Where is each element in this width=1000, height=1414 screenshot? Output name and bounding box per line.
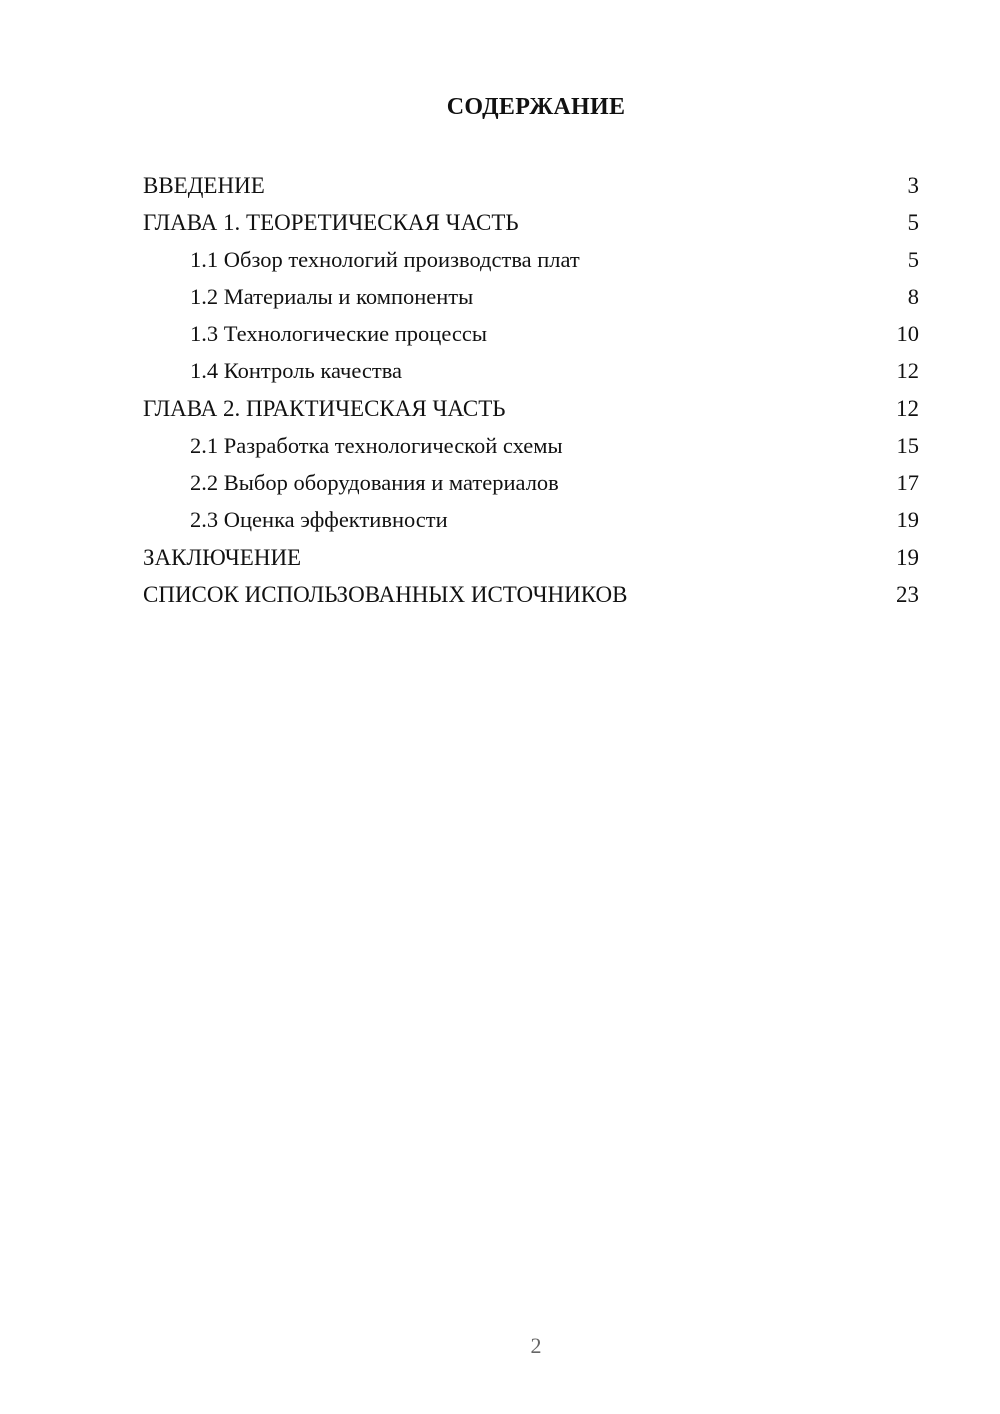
toc-item-page: 5 [907, 246, 919, 272]
table-of-contents [143, 167, 919, 613]
toc-item-page: 8 [907, 283, 919, 309]
toc-item-section-1-4[interactable] [143, 353, 919, 390]
toc-item-section-1-2[interactable] [143, 279, 919, 316]
toc-item-section-1-3[interactable] [143, 316, 919, 353]
toc-item-page: 12 [896, 396, 919, 422]
toc-item-label: СПИСОК ИСПОЛЬЗОВАННЫХ ИСТОЧНИКОВ [143, 582, 628, 608]
toc-item-label: ВВЕДЕНИЕ [143, 173, 265, 199]
toc-item-page: 10 [896, 321, 919, 347]
toc-item-label: 1.2 Материалы и компоненты [190, 283, 474, 309]
toc-item-references[interactable] [143, 576, 919, 613]
toc-item-label: 1.1 Обзор технологий производства плат [190, 246, 580, 272]
toc-item-chapter-1[interactable] [143, 204, 919, 241]
toc-item-page: 23 [896, 582, 919, 608]
toc-item-conclusion[interactable] [143, 539, 919, 576]
toc-item-page: 17 [896, 469, 919, 495]
toc-item-label: ГЛАВА 2. ПРАКТИЧЕСКАЯ ЧАСТЬ [143, 396, 506, 422]
toc-item-introduction[interactable] [143, 167, 919, 204]
toc-item-label: ГЛАВА 1. ТЕОРЕТИЧЕСКАЯ ЧАСТЬ [143, 210, 519, 236]
toc-item-section-1-1[interactable] [143, 241, 919, 278]
toc-item-page: 19 [896, 544, 919, 570]
toc-item-label: 2.1 Разработка технологической схемы [190, 432, 563, 458]
toc-item-label: ЗАКЛЮЧЕНИЕ [143, 544, 302, 570]
toc-item-section-2-2[interactable] [143, 465, 919, 502]
page-number: 2 [530, 1333, 542, 1358]
toc-item-page: 12 [896, 358, 919, 384]
toc-item-label: 1.4 Контроль качества [190, 358, 403, 384]
toc-item-label: 2.3 Оценка эффективности [190, 507, 448, 533]
toc-item-page: 3 [907, 173, 919, 199]
toc-item-chapter-2[interactable] [143, 390, 919, 427]
toc-item-page: 5 [907, 210, 919, 236]
toc-item-page: 15 [896, 432, 919, 458]
toc-item-label: 2.2 Выбор оборудования и материалов [190, 469, 559, 495]
toc-item-label: 1.3 Технологические процессы [190, 321, 487, 347]
toc-item-page: 19 [896, 507, 919, 533]
toc-title: СОДЕРЖАНИЕ [446, 94, 626, 120]
toc-item-section-2-1[interactable] [143, 427, 919, 464]
toc-item-section-2-3[interactable] [143, 502, 919, 539]
